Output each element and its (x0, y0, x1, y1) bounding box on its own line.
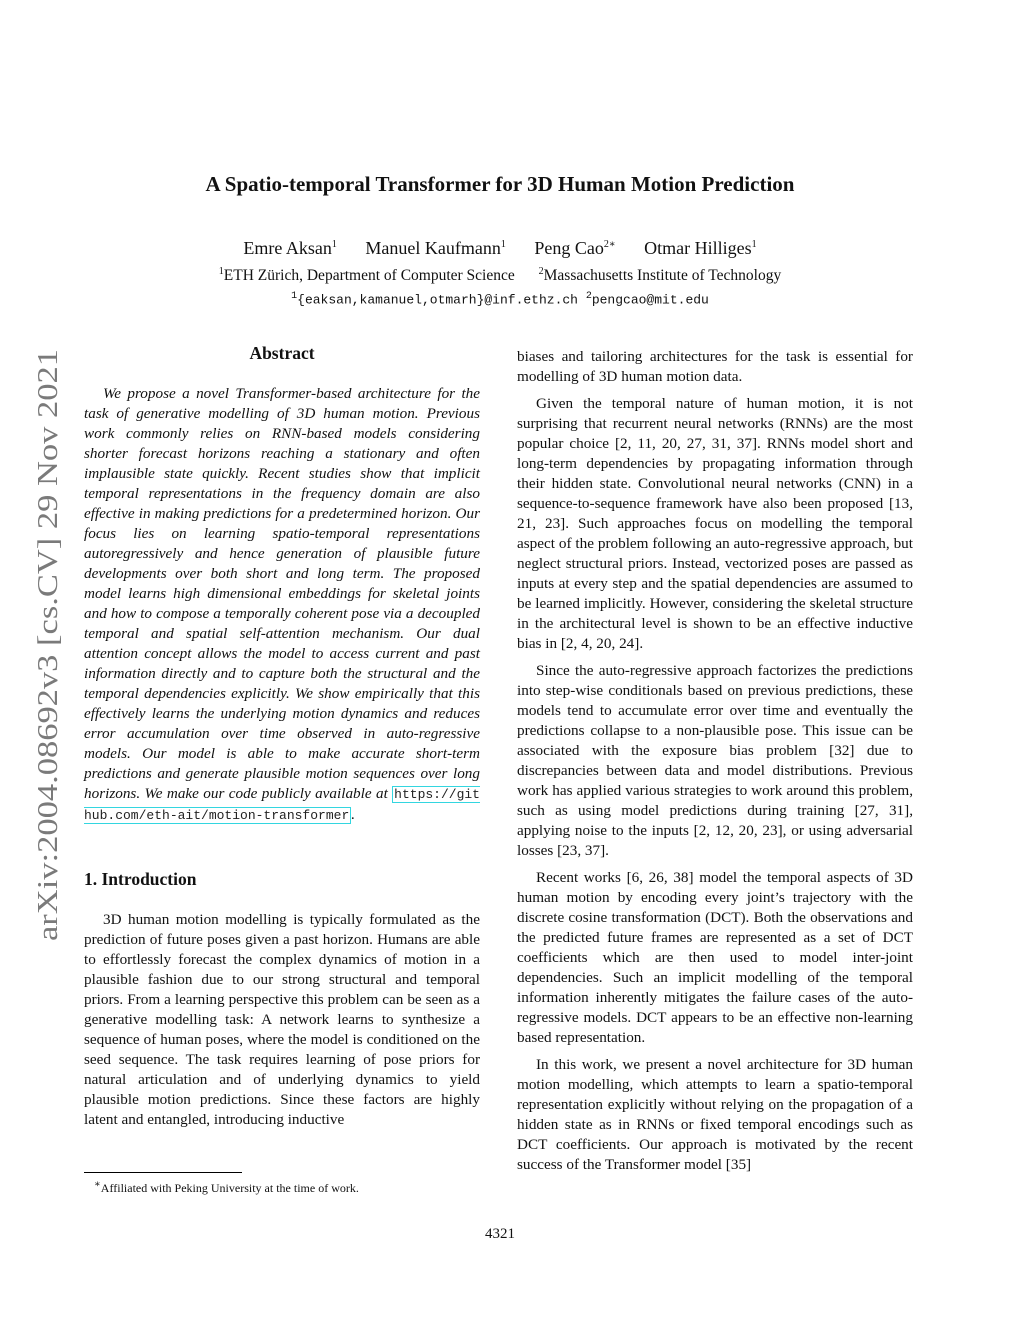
arxiv-identifier: arXiv:2004.08692v3 [cs.CV] 29 Nov 2021 (33, 460, 64, 941)
affiliation: $^1$ETH Zürich, Department of Computer Science (218, 266, 515, 285)
right-column (517, 347, 913, 1175)
email-eth: {eaksan,kamanuel,otmarh}@inf.ethz.ch (297, 292, 578, 308)
footnote-rule (84, 1172, 242, 1173)
author: Otmar Hilliges$^1$ (644, 238, 757, 258)
affiliations (0, 266, 1000, 285)
arxiv-sidebar (27, 346, 67, 946)
abstract-heading: Abstract (249, 343, 315, 363)
email-mit: pengcao@mit.edu (591, 292, 709, 308)
left-column (84, 343, 480, 1130)
paragraph: Recent works [6, 26, 38] model the temporal aspects of 3D human motion by encoding every joint’s trajectory with the discrete cosine transformation (DCT). Both the observations and the predicted future frames are represented as a set of DCT coefficients which are then used to model inter-joint dependencies. Such an implicit modelling of the temporal information inherently mitigates the failure cases of the auto-regressive models. DCT appears to be an effective non-learning based representation. (517, 869, 913, 1046)
page-number: 4321 (485, 1226, 515, 1242)
paper-title: A Spatio-temporal Transformer for 3D Human Motion Prediction (205, 172, 795, 196)
author-list (0, 238, 1000, 259)
code-link[interactable]: https://github.com/eth-ait/motion-transformer (84, 787, 480, 823)
paragraph: In this work, we present a novel architecture for 3D human motion modelling, which attempts to learn a spatio-temporal representation explicitly without relying on the propagation of a hidden state as in RNNs or fixed temporal encodings such as DCT coefficients. Our approach is motivated by the recent success of the Transformer model [35] (517, 1056, 913, 1173)
paragraph: Since the auto-regressive approach factorizes the predictions into step-wise conditionals based on previous predictions, these models tend to accumulate error over time and eventually the predictions collapse to a non-plausible pose. This issue can be associated with the exposure bias problem [32] due to discrepancies between data and model distributions. Previous work has applied various strategies to work around this problem, such as using model predictions during training [27, 31], applying noise to the inputs [2, 12, 20, 23], or using adversarial losses [23, 37]. (517, 662, 913, 859)
paragraph: biases and tailoring architectures for the task is essential for modelling of 3D human motion data. (517, 348, 913, 385)
author: Peng Cao$^{2∗}$ (534, 238, 616, 258)
author: Emre Aksan$^1$ (243, 238, 337, 258)
abstract-paragraph: We propose a novel Transformer-based architecture for the task of generative modelling of 3D human motion. Previous work commonly relies on RNN-based models considering shorter forecast horizons reaching a stationary and often implausible state quickly. Recent studies show that implicit temporal representations in the frequency domain are also effective in making predictions for a predetermined horizon. Our focus lies on learning spatio-temporal representations autoregressively and hence generation of plausible future developments over both short and long term. The proposed model learns high dimensional embeddings for skeletal joints and how to compose a temporally coherent pose via a decoupled temporal and spatial self-attention mechanism. Our dual attention concept allows the model to access current and past information directly and to capture both the structural and the temporal dependencies explicitly. We show empirically that this effectively learns the underlying motion dynamics and reduces error accumulation over time observed in auto-regressive models. Our model is able to make accurate short-term predictions and generate plausible motion sequences over long horizons. We make our code publicly available at https://github.com/eth-ait/motion-transformer . (84, 385, 480, 823)
affiliation: $^2$Massachusetts Institute of Technology (538, 266, 782, 285)
footnote: ∗Affiliated with Peking University at the time of work. (94, 1179, 359, 1195)
paragraph: Given the temporal nature of human motion, it is not surprising that recurrent neural networks (RNNs) are the most popular choice [2, 11, 20, 27, 31, 37]. RNNs model short and long-term dependencies by propagating information through their hidden state. Convolutional neural networks (CNN) in a sequence-to-sequence framework have also been proposed [13, 21, 23]. Such approaches focus on modelling the temporal aspect of the problem following an auto-regressive approach, but neglect structural priors. Instead, vectorized poses are passed as inputs at every step and the spatial dependencies are assumed to be learned implicitly. However, considering the skeletal structure in the architectural level is shown to be an effective inductive bias in [2, 4, 20, 24]. (517, 395, 913, 652)
author: Manuel Kaufmann$^1$ (365, 238, 506, 258)
author-emails: $^1${eaksan,kamanuel,otmarh}@inf.ethz.ch $^2$pengcao@mit.edu (291, 291, 709, 308)
section-heading-introduction: 1. Introduction (84, 869, 197, 889)
intro-paragraph: 3D human motion modelling is typically formulated as the prediction of future poses given a past horizon. Humans are able to effortlessly forecast the complex dynamics of motion in a plausible fashion due to our strong structural and temporal priors. From a learning perspective this problem can be seen as a generative modelling task: A network learns to synthesize a sequence of human poses, where the model is conditioned on the seed sequence. The task requires learning of pose priors for natural articulation and of underlying dynamics to yield plausible motion predictions. Since these factors are highly latent and entangled, introducing inductive (84, 911, 480, 1128)
